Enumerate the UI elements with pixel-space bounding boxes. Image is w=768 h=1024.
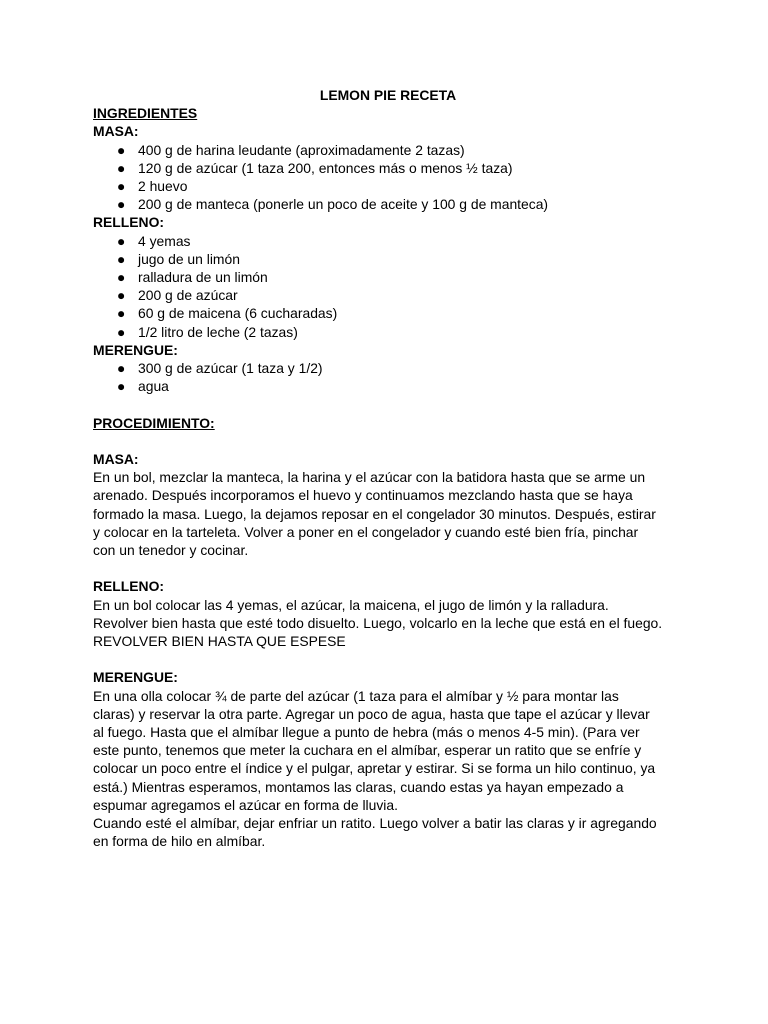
list-item-text: 4 yemas: [138, 232, 191, 249]
procedure-masa-heading: MASA:: [93, 451, 139, 468]
list-item-text: 2 huevo: [138, 178, 188, 195]
list-item: [93, 268, 683, 286]
list-item-text: 1/2 litro de leche (2 tazas): [138, 323, 298, 340]
procedure-merengue-heading: MERENGUE:: [93, 669, 178, 686]
bullet-icon: ●: [117, 360, 126, 377]
bullet-icon: ●: [117, 159, 126, 176]
list-item: [93, 250, 683, 268]
list-item-text: 200 g de manteca (ponerle un poco de aceite y 100 g de manteca): [138, 196, 549, 213]
list-item: [93, 141, 683, 159]
bullet-icon: ●: [117, 323, 126, 340]
paragraph-line: Cuando esté el almíbar, dejar enfriar un ratito. Luego volver a batir las claras y ir agregando: [93, 815, 657, 832]
list-item-text: 120 g de azúcar (1 taza 200, entonces más o menos ½ taza): [138, 159, 513, 176]
list-item-text: agua: [138, 378, 169, 395]
spacer: [93, 559, 683, 577]
paragraph-line: está.) Mientras esperamos, montamos las claras, cuando estas ya hayan empezado a: [93, 778, 624, 795]
procedure-masa-paragraph: [93, 468, 683, 559]
list-item: [93, 286, 683, 304]
ingredients-merengue-heading: MERENGUE:: [93, 341, 178, 358]
list-item: [93, 377, 683, 395]
bullet-icon: ●: [117, 196, 126, 213]
list-item-text: ralladura de un limón: [138, 269, 268, 286]
list-item-text: jugo de un limón: [138, 250, 240, 267]
ingredients-merengue-list: [93, 359, 683, 395]
paragraph-line: con un tenedor y cocinar.: [93, 542, 249, 559]
ingredients-masa-heading: MASA:: [93, 123, 139, 140]
list-item-text: 200 g de azúcar: [138, 287, 238, 304]
paragraph-line: este punto, tenemos que meter la cuchara en el almíbar, esperar un ratito que se enfríe y: [93, 742, 642, 759]
procedure-relleno-heading: RELLENO:: [93, 578, 164, 595]
list-item: [93, 159, 683, 177]
paragraph-line: REVOLVER BIEN HASTA QUE ESPESE: [93, 633, 346, 650]
paragraph-line: claras) y reservar la otra parte. Agregar un poco de agua, hasta que tape el azúcar y llevar: [93, 705, 650, 722]
paragraph-line: al fuego. Hasta que el almíbar llegue a punto de hebra (más o menos 4-5 min). (Para ver: [93, 724, 640, 741]
document-page: [93, 86, 683, 850]
ingredients-relleno-heading: RELLENO:: [93, 214, 164, 231]
ingredients-heading: INGREDIENTES: [93, 105, 198, 122]
procedure-heading: PROCEDIMIENTO:: [93, 414, 215, 431]
list-item: [93, 323, 683, 341]
paragraph-line: En un bol colocar las 4 yemas, el azúcar, la maicena, el jugo de limón y la ralladura.: [93, 596, 609, 613]
spacer: [93, 432, 683, 450]
paragraph-line: formado la masa. Luego, la dejamos reposar en el congelador 30 minutos. Después, estirar: [93, 505, 656, 522]
spacer: [93, 395, 683, 413]
list-item-text: 400 g de harina leudante (aproximadamente 2 tazas): [138, 141, 465, 158]
paragraph-line: En una olla colocar ¾ de parte del azúcar (1 taza para el almíbar y ½ para montar las: [93, 687, 619, 704]
paragraph-line: colocar un poco entre el índice y el pulgar, apretar y estirar. Si se forma un hilo continuo, ya: [93, 760, 656, 777]
list-item: [93, 304, 683, 322]
bullet-icon: ●: [117, 305, 126, 322]
list-item: [93, 195, 683, 213]
bullet-icon: ●: [117, 141, 126, 158]
paragraph-line: en forma de hilo en almíbar.: [93, 833, 266, 850]
list-item-text: 300 g de azúcar (1 taza y 1/2): [138, 360, 323, 377]
ingredients-relleno-list: [93, 232, 683, 341]
list-item: [93, 232, 683, 250]
document-title: LEMON PIE RECETA: [319, 87, 457, 103]
paragraph-line: espumar agregamos el azúcar en forma de lluvia.: [93, 796, 398, 813]
list-item: [93, 359, 683, 377]
spacer: [93, 650, 683, 668]
ingredients-masa-list: [93, 141, 683, 214]
bullet-icon: ●: [117, 269, 126, 286]
list-item-text: 60 g de maicena (6 cucharadas): [138, 305, 338, 322]
paragraph-line: En un bol, mezclar la manteca, la harina y el azúcar con la batidora hasta que se arme un: [93, 469, 646, 486]
bullet-icon: ●: [117, 378, 126, 395]
bullet-icon: ●: [117, 287, 126, 304]
bullet-icon: ●: [117, 178, 126, 195]
paragraph-line: Revolver bien hasta que esté todo disuelto. Luego, volcarlo en la leche que está en el fuego.: [93, 614, 663, 631]
procedure-relleno-paragraph: [93, 596, 683, 651]
bullet-icon: ●: [117, 232, 126, 249]
paragraph-line: arenado. Después incorporamos el huevo y continuamos mezclando hasta que se haya: [93, 487, 633, 504]
procedure-merengue-paragraph: [93, 687, 683, 851]
bullet-icon: ●: [117, 250, 126, 267]
list-item: [93, 177, 683, 195]
paragraph-line: y colocar en la tarteleta. Volver a poner en el congelador y cuando esté bien fría, pinchar: [93, 523, 639, 540]
